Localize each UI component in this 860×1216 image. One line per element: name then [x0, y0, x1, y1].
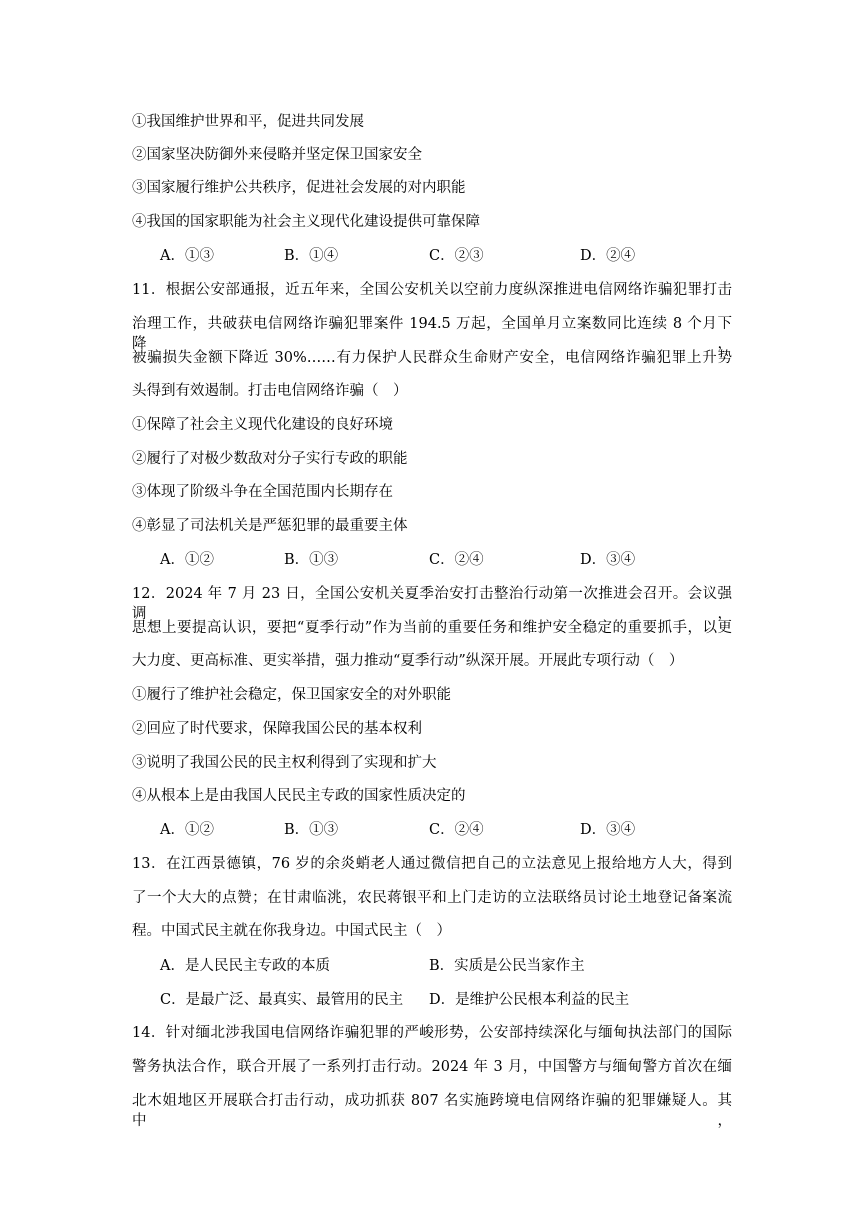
q12-statement-3: ③说明了我国公民的民主权利得到了实现和扩大 [132, 755, 437, 771]
q11-stem-line-3: 被骗损失金额下降近 30%……有力保护人民群众生命财产安全，电信网络诈骗犯罪上升势 [132, 350, 732, 366]
q13-options-row-1 [160, 956, 720, 976]
q13-option-d[interactable]: D．是维护公民根本利益的民主 [429, 992, 630, 1008]
q11-option-b[interactable]: B．①③ [284, 552, 339, 568]
q13-option-a[interactable]: A．是人民民主专政的本质 [160, 958, 330, 974]
q11-stem-line-2: 治理工作，共破获电信网络诈骗犯罪案件 194.5 万起，全国单月立案数同比连续 8 个月下降， [132, 316, 732, 352]
q12-option-a[interactable]: A．①② [160, 822, 214, 838]
q11-option-a[interactable]: A．①② [160, 552, 214, 568]
q12-option-b[interactable]: B．①③ [284, 822, 339, 838]
q10-statement-3: ③国家履行维护公共秩序，促进社会发展的对内职能 [132, 180, 466, 196]
q11-statement-2: ②履行了对极少数敌对分子实行专政的职能 [132, 451, 408, 467]
q13-stem-line-1: 13．在江西景德镇，76 岁的余炎蛸老人通过微信把自己的立法意见上报给地方人大，得到 [132, 856, 732, 872]
q11-statement-3: ③体现了阶级斗争在全国范围内长期存在 [132, 484, 393, 500]
q12-option-c[interactable]: C．②④ [429, 822, 484, 838]
q10-options [160, 246, 720, 266]
q10-option-d[interactable]: D．②④ [580, 248, 636, 264]
q10-statement-1: ①我国维护世界和平，促进共同发展 [132, 114, 364, 130]
q13-option-c[interactable]: C．是最广泛、最真实、最管用的民主 [160, 992, 404, 1008]
q12-options [160, 820, 720, 840]
q13-option-b[interactable]: B．实质是公民当家作主 [429, 958, 585, 974]
q11-options [160, 550, 720, 570]
q10-option-c[interactable]: C．②③ [429, 248, 484, 264]
q12-option-d[interactable]: D．③④ [580, 822, 636, 838]
q10-statement-2: ②国家坚决防御外来侵略并坚定保卫国家安全 [132, 147, 422, 163]
q12-statement-1: ①履行了维护社会稳定，保卫国家安全的对外职能 [132, 687, 451, 703]
q11-option-d[interactable]: D．③④ [580, 552, 636, 568]
q13-stem-line-2: 了一个大大的点赞；在甘肃临洮，农民蒋银平和上门走访的立法联络员讨论土地登记备案流 [132, 890, 732, 906]
q11-option-c[interactable]: C．②④ [429, 552, 484, 568]
q11-stem-line-4: 头得到有效遏制。打击电信网络诈骗（ ） [132, 383, 408, 399]
q11-stem-line-1: 11．根据公安部通报，近五年来，全国公安机关以空前力度纵深推进电信网络诈骗犯罪打击 [132, 282, 732, 298]
q14-stem-line-2: 警务执法合作，联合开展了一系列打击行动。2024 年 3 月，中国警方与缅甸警方首次在缅 [132, 1059, 732, 1075]
q10-option-b[interactable]: B．①④ [284, 248, 339, 264]
q14-stem-line-1: 14．针对缅北涉我国电信网络诈骗犯罪的严峻形势，公安部持续深化与缅甸执法部门的国际 [132, 1025, 732, 1041]
q10-option-a[interactable]: A．①③ [160, 248, 214, 264]
q13-options-row-2 [160, 990, 720, 1010]
q11-statement-4: ④彰显了司法机关是严惩犯罪的最重要主体 [132, 518, 408, 534]
q12-statement-4: ④从根本上是由我国人民民主专政的国家性质决定的 [132, 788, 466, 804]
q12-stem-line-3: 大力度、更高标准、更实举措，强力推动“夏季行动”纵深开展。开展此专项行动（ ） [132, 653, 684, 669]
q12-stem-line-2: 思想上要提高认识，要把“夏季行动”作为当前的重要任务和维护安全稳定的重要抓手，以更 [132, 620, 732, 636]
q13-stem-line-3: 程。中国式民主就在你我身边。中国式民主（ ） [132, 923, 451, 939]
q12-statement-2: ②回应了时代要求，保障我国公民的基本权利 [132, 721, 422, 737]
q12-stem-line-1: 12．2024 年 7 月 23 日，全国公安机关夏季治安打击整治行动第一次推进会召开。会议强调， [132, 586, 732, 622]
q10-statement-4: ④我国的国家职能为社会主义现代化建设提供可靠保障 [132, 214, 480, 230]
q11-statement-1: ①保障了社会主义现代化建设的良好环境 [132, 417, 393, 433]
q14-stem-line-3: 北木姐地区开展联合打击行动，成功抓获 807 名实施跨境电信网络诈骗的犯罪嫌疑人。其中， [132, 1093, 732, 1129]
